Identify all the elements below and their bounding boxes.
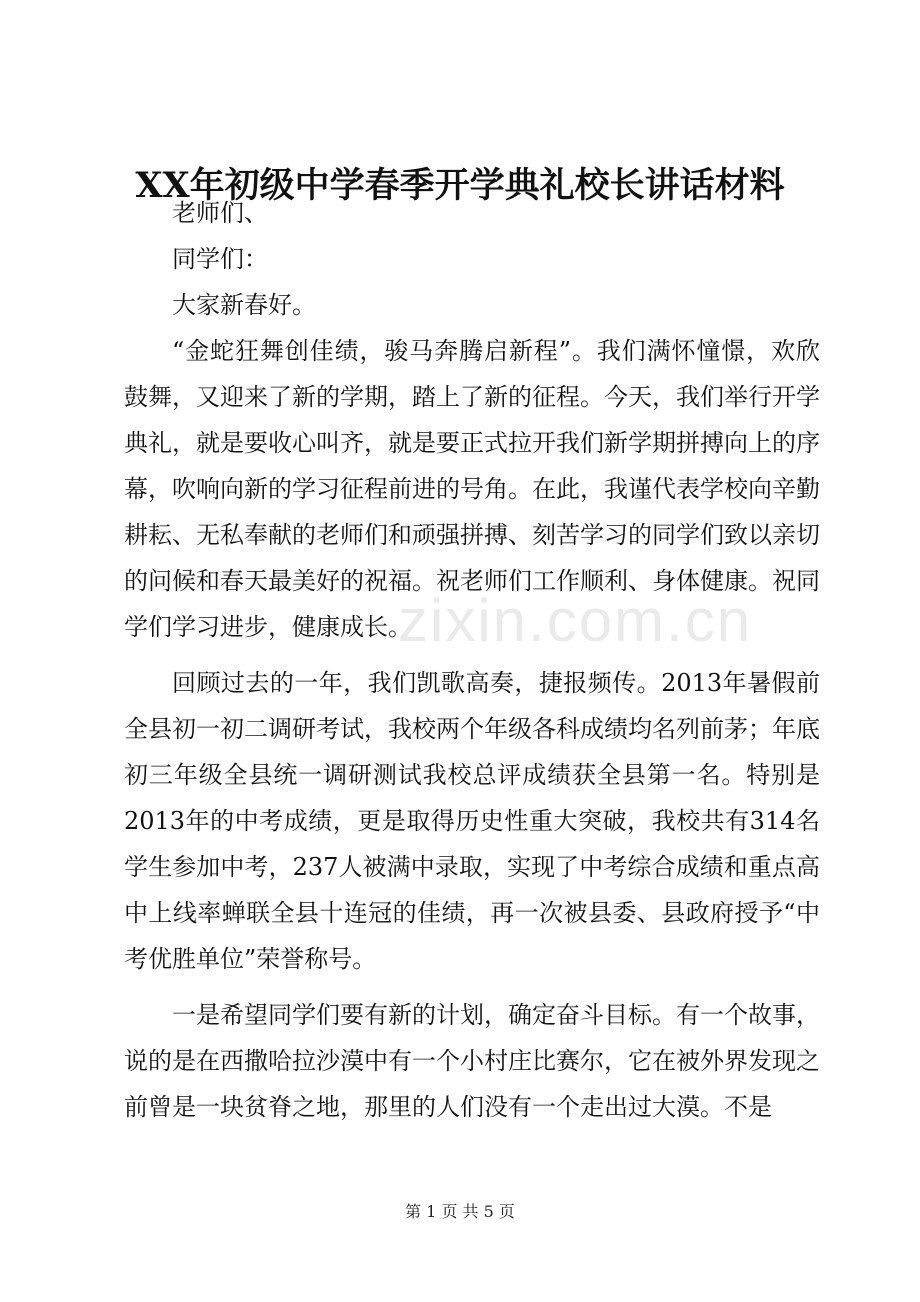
site-watermark: zixin.com.cn — [398, 587, 753, 654]
document-title: XX年初级中学春季开学典礼校长讲话材料 — [135, 165, 785, 206]
paragraph-hope-one: 一是希望同学们要有新的计划，确定奋斗目标。有一个故事，说的是在西撒哈拉沙漠中有一个小村庄比赛尔，它在被外界发现之前曾是一块贫脊之地，那里的人们没有一个走出过大漠。不是 — [124, 1001, 820, 1121]
salutation-students: 同学们： — [172, 245, 268, 273]
salutation-teachers: 老师们、 — [172, 199, 268, 227]
document-body — [124, 190, 820, 1130]
paragraph-review: 回顾过去的一年，我们凯歌高奏，捷报频传。2013年暑假前全县初一初二调研考试，我校两个年级各科成绩均名列前茅；年底初三年级全县统一调研测试我校总评成绩获全县第一名。特别是2013年的中考成绩，更是取得历史性重大突破，我校共有314名学生参加中考，237人被满中录取，实现了中考综合成绩和重点高中上线率蝉联全县十连冠的佳绩，再一次被县委、县政府授予“中考优胜单位”荣誉称号。 — [124, 669, 820, 973]
paragraph-opening: “金蛇狂舞创佳绩，骏马奔腾启新程”。我们满怀憧憬，欢欣鼓舞，又迎来了新的学期，踏上了新的征程。今天，我们举行开学典礼，就是要收心叫齐，就是要正式拉开我们新学期拼搏向上的序幕，吹响向新的学习征程前进的号角。在此，我谨代表学校向辛勤耕耘、无私奉献的老师们和顽强拼搏、刻苦学习的同学们致以亲切的问候和春天最美好的祝福。祝老师们工作顺利、身体健康。祝同学们学习进步，健康成长。 — [124, 337, 820, 641]
page-footer: 第 1 页 共 5 页 — [405, 1202, 515, 1221]
greeting-line: 大家新春好。 — [172, 291, 316, 319]
